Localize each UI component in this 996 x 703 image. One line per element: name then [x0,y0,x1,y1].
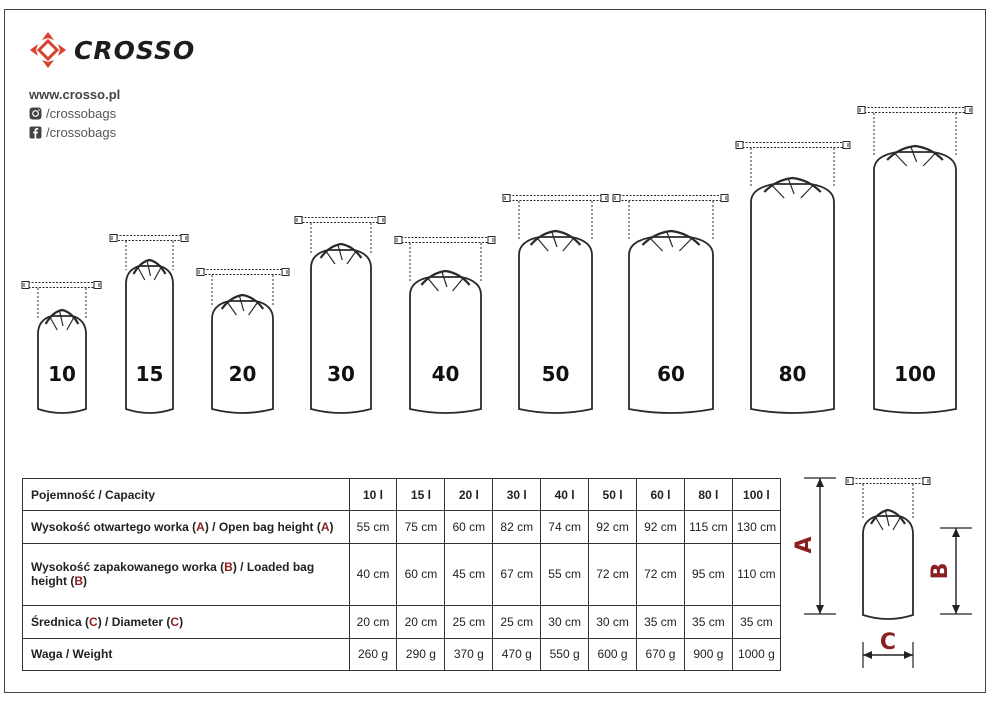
row-label-pre: Wysokość zapakowanego worka ( [31,560,225,575]
value-cell: 290 g [397,638,445,670]
instagram-handle: /crossobags [46,106,117,121]
row-label-letter2: B [74,574,83,589]
value-cell: 20 cm [349,606,397,638]
value-cell: 55 cm [541,543,589,606]
bag-body [863,516,913,619]
value-cell: 470 g [493,638,541,670]
closure-strap [852,479,924,484]
value-cell: 1000 g [732,638,780,670]
bag-capacity-label: 50 [541,362,570,386]
dimension-c-label: C [879,630,897,655]
value-cell: 60 cm [397,543,445,606]
value-cell: 82 cm [493,511,541,543]
capacity-cell: 80 l [684,479,732,511]
row-label-letter2: C [170,614,180,629]
value-cell: 550 g [541,638,589,670]
value-cell: 95 cm [684,543,732,606]
value-cell: 30 cm [541,606,589,638]
row-label-letter: A [196,520,205,535]
capacity-cell: 10 l [349,479,397,511]
arrow-head-top [952,528,960,537]
arrow-head-top [816,478,824,487]
bag-capacity-label: 20 [228,362,257,386]
value-cell: 35 cm [732,606,780,638]
value-cell: 130 cm [732,511,780,543]
value-cell: 40 cm [349,543,397,606]
value-cell: 110 cm [732,543,780,606]
buckle-right [923,478,930,485]
row-label-pre: Wysokość otwartego worka ( [31,520,197,535]
row-label-letter2: A [320,520,330,535]
row-label-post: ) [83,574,87,589]
capacity-cell: 40 l [541,479,589,511]
row-label-post: ) [329,520,334,535]
row-label-mid: ) / Loaded bag height ( [31,560,315,589]
value-cell: 900 g [684,638,732,670]
row-label-pre: Waga / Weight [31,647,113,662]
row-label-mid: ) / Diameter ( [97,614,171,629]
buckle-left [846,478,853,485]
bag-capacity-label: 15 [135,362,164,386]
value-cell: 75 cm [397,511,445,543]
row-label-letter: C [89,614,98,629]
capacity-cell: 20 l [445,479,493,511]
bag-capacity-label: 60 [657,362,685,386]
value-cell: 670 g [637,638,685,670]
value-cell: 260 g [349,638,397,670]
value-cell: 20 cm [397,606,445,638]
value-cell: 115 cm [684,511,732,543]
bag-capacity-label: 100 [894,362,936,386]
value-cell: 74 cm [541,511,589,543]
website-link[interactable]: www.crosso.pl [29,87,121,102]
bag-capacity-label: 10 [48,362,76,386]
value-cell: 72 cm [589,543,637,606]
arrow-head-left [863,651,872,659]
value-cell: 370 g [445,638,493,670]
value-cell: 55 cm [349,511,397,543]
value-cell: 35 cm [684,606,732,638]
value-cell: 92 cm [589,511,637,543]
row-label-pre: Średnica ( [31,614,90,629]
value-cell: 67 cm [493,543,541,606]
value-cell: 60 cm [445,511,493,543]
reference-bag-0 [846,478,930,620]
value-cell: 35 cm [637,606,685,638]
dimension-b-label: B [928,562,953,580]
bag-capacity-label: 40 [431,362,460,386]
value-cell: 30 cm [589,606,637,638]
value-cell: 25 cm [445,606,493,638]
value-cell: 72 cm [637,543,685,606]
brand-name: CROSSO [74,35,196,65]
value-cell: 92 cm [637,511,685,543]
arrow-head-bottom [952,605,960,614]
facebook-handle: /crossobags [46,125,117,140]
capacity-cell: 100 l [732,479,780,511]
arrow-head-right [904,651,913,659]
capacity-cell: 15 l [397,479,445,511]
capacity-cell: 60 l [637,479,685,511]
value-cell: 25 cm [493,606,541,638]
capacity-row-label: Pojemność / Capacity [23,479,350,511]
row-label-mid: ) / Open bag height ( [204,520,321,535]
capacity-cell: 30 l [493,479,541,511]
row-label-post: ) [179,614,184,629]
row-label-letter: B [224,560,233,575]
arrow-head-bottom [816,605,824,614]
dimension-a-label: A [792,536,817,554]
value-cell: 600 g [589,638,637,670]
capacity-cell: 50 l [589,479,637,511]
bag-capacity-label: 80 [778,362,807,386]
bag-capacity-label: 30 [327,362,355,386]
value-cell: 45 cm [445,543,493,606]
